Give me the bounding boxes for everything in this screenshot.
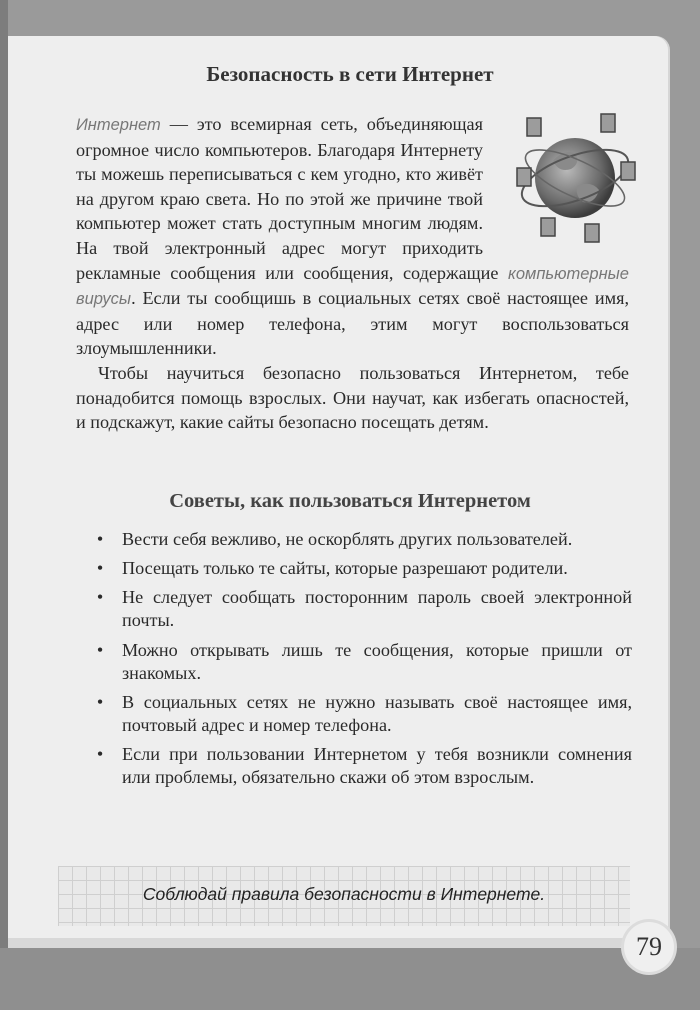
networked-globe-icon — [513, 106, 643, 256]
intro-text — [76, 112, 629, 435]
closing-rule-text: Соблюдай правила безопасности в Интернете. — [142, 884, 546, 904]
bullet: • — [96, 743, 104, 764]
list-item — [94, 639, 632, 685]
tip-text: Посещать только те сайты, которые разрешают родители. — [122, 558, 568, 579]
bullet: • — [96, 529, 104, 549]
page-bottom-strip — [0, 948, 700, 1010]
tip-text: Можно открывать лишь те сообщения, которые пришли от знакомых. — [122, 639, 632, 683]
page-number: 79 — [624, 922, 674, 972]
list-item — [94, 691, 632, 737]
intro-p1-tail: . Если ты сообщишь в социальных сетях своё настоящее имя, адрес или номер телефона, этим могут воспользоваться злоумышленники. — [76, 288, 629, 359]
list-item — [94, 743, 632, 789]
list-item — [94, 528, 632, 551]
list-item — [94, 557, 632, 580]
bullet: • — [96, 691, 104, 712]
intro-p1-text: — это всемирная сеть, объединяющая огромное число компьютеров. Благодаря Интернету ты можешь переписываться с кем угодно, кто живёт на другом краю света. Но по этой же причине твой компьютер может стать доступным многим людям. На твой электронный адрес могут приходить рекламные сообщения или сообщения, содержащие — [76, 114, 509, 283]
tip-text: Вести себя вежливо, не оскорблять других пользователей. — [122, 529, 573, 549]
term-internet: Интернет — [76, 116, 161, 134]
list-item — [94, 586, 632, 632]
tips-list — [94, 528, 632, 795]
bullet: • — [96, 639, 104, 660]
tip-text: Если при пользовании Интернетом у тебя возникли сомнения или проблемы, обязательно скажи об этом взрослым. — [122, 743, 632, 787]
bullet: • — [96, 558, 104, 579]
page-title: Безопасность в сети Интернет — [206, 62, 494, 86]
bullet: • — [96, 587, 104, 608]
tip-text: Не следует сообщать посторонним пароль своей электронной почты. — [122, 587, 632, 631]
tip-text: В социальных сетях не нужно называть своё настоящее имя, почтовый адрес и номер телефона. — [122, 691, 632, 735]
term-viruses: компьютерные вирусы — [76, 264, 629, 309]
tips-title: Советы, как пользоваться Интернетом — [169, 490, 531, 512]
page-bottom-rule — [8, 938, 628, 948]
intro-p2: Чтобы научиться безопасно пользоваться Интернетом, тебе понадобится помощь взрослых. Они научат, как избегать опасностей, и подскажут, какие сайты безопасно посещать детям. — [76, 362, 629, 433]
